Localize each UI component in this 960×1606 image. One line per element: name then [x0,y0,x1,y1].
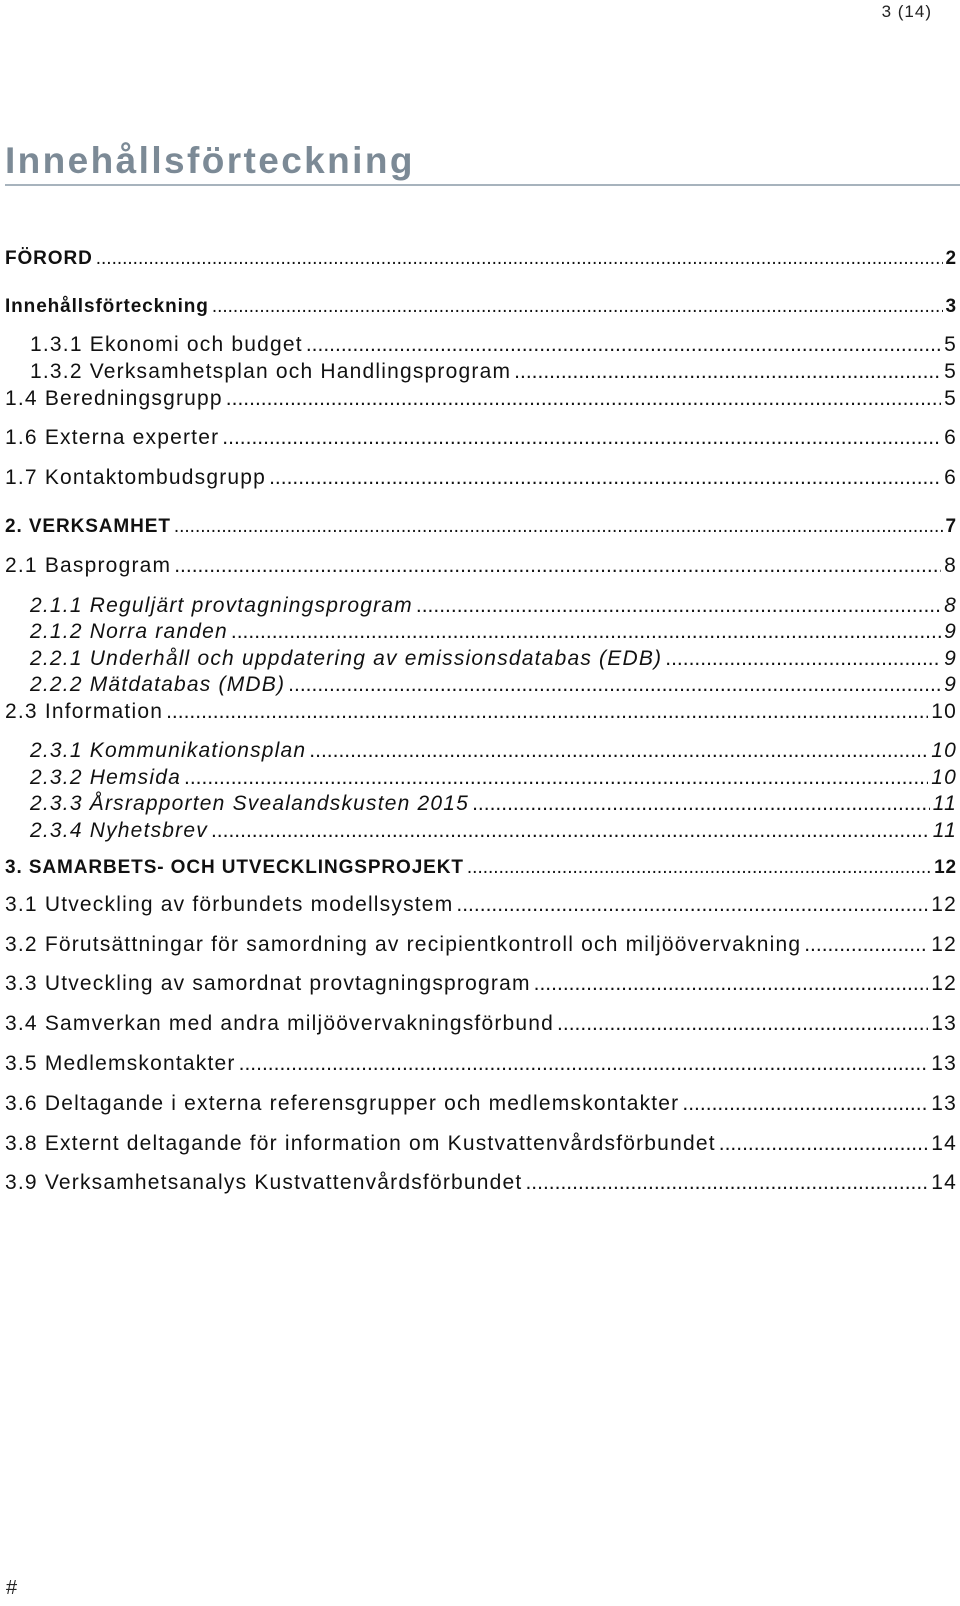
toc-leader-dots [184,766,928,790]
toc-entry-label: 2.3.1 Kommunikationsplan [30,739,307,762]
toc-leader-dots [288,673,941,697]
toc-entry-2-3[interactable] [5,700,957,726]
toc-entry-2-1[interactable] [5,554,957,580]
toc-entry-label: 1.3.1 Ekonomi och budget [30,333,303,356]
toc-entry-page: 5 [944,333,957,356]
toc-entry-label: 2.1.1 Reguljärt provtagningsprogram [30,594,413,617]
toc-entry-2-2-1[interactable] [30,647,957,673]
toc-leader-dots [211,819,930,843]
toc-entry-3-9[interactable] [5,1171,957,1197]
toc-entry-2-3-4[interactable] [30,819,957,845]
toc-entry-label: Innehållsförteckning [5,296,209,317]
toc-entry-label: 3.9 Verksamhetsanalys Kustvattenvårdsförbundet [5,1171,523,1194]
toc-entry-page: 9 [944,647,957,670]
toc-leader-dots [416,594,941,618]
toc-entry-page: 14 [931,1132,957,1155]
toc-entry-label: 1.4 Beredningsgrupp [5,387,223,410]
toc-entry-2-3-3[interactable] [30,792,957,818]
toc-entry-page: 10 [931,766,957,789]
toc-entry-page: 10 [931,700,957,723]
toc-entry-label: 3.1 Utveckling av förbundets modellsystem [5,893,454,916]
toc-leader-dots [456,893,928,917]
toc-entry-page: 6 [944,466,957,489]
toc-entry-3-8[interactable] [5,1132,957,1158]
toc-entry-page: 14 [931,1171,957,1194]
toc-entry-1-7[interactable] [5,466,957,492]
toc-title: Innehållsförteckning [5,140,960,186]
toc-entry-2-1-2[interactable] [30,620,957,646]
toc-entry-1-3-1[interactable] [30,333,957,359]
toc-entry-label: 3.5 Medlemskontakter [5,1052,236,1075]
toc-entry-label: 3.4 Samverkan med andra miljöövervakningsförbund [5,1012,555,1035]
toc-leader-dots [212,296,943,318]
toc-entry-label: 3.3 Utveckling av samordnat provtagningsprogram [5,972,531,995]
toc-entry-page: 6 [944,426,957,449]
toc-leader-dots [514,360,941,384]
toc-entry-label: 1.6 Externa experter [5,426,220,449]
toc-entry-label: 2.1 Basprogram [5,554,172,577]
toc-leader-dots [96,248,943,270]
toc-entry-label: 3.8 Externt deltagande för information om Kustvattenvårdsförbundet [5,1132,716,1155]
toc-entry-page: 2 [945,248,957,269]
toc-leader-dots [174,516,943,538]
toc-entry-page: 5 [944,360,957,383]
toc-leader-dots [269,466,941,490]
toc-leader-dots [534,972,929,996]
toc-entry-page: 10 [931,739,957,762]
toc-leader-dots [525,1171,928,1195]
toc-leader-dots [239,1052,929,1076]
toc-entry-label: 2.1.2 Norra randen [30,620,228,643]
toc-entry-3-4[interactable] [5,1012,957,1038]
toc-entry-page: 9 [944,673,957,696]
toc-entry-label: 2.3.2 Hemsida [30,766,182,789]
toc-leader-dots [174,554,941,578]
toc-entry-3-6[interactable] [5,1092,957,1118]
toc-leader-dots [226,387,941,411]
toc-entry-3-5[interactable] [5,1052,957,1078]
toc-leader-dots [467,857,931,879]
toc-entry-1-6[interactable] [5,426,957,452]
toc-entry-page: 12 [931,972,957,995]
toc-entry-3-1[interactable] [5,893,957,919]
toc-entry-label: 2.3 Information [5,700,164,723]
toc-entry-2-3-1[interactable] [30,739,957,765]
toc-entry-label: 3. SAMARBETS- OCH UTVECKLINGSPROJEKT [5,857,464,878]
toc-entry-2-1-1[interactable] [30,594,957,620]
toc-entry-3-2[interactable] [5,933,957,959]
toc-leader-dots [309,739,928,763]
toc-leader-dots [804,933,928,957]
toc-leader-dots [231,620,941,644]
toc-entry-page: 13 [931,1092,957,1115]
toc-entry-1-4[interactable] [5,387,957,413]
toc-leader-dots [557,1012,928,1036]
toc-entry-label: 2.3.4 Nyhetsbrev [30,819,208,842]
toc-entry-page: 11 [932,819,957,842]
toc-entry-page: 8 [944,554,957,577]
toc-entry-innehallsforteckning[interactable] [5,296,957,322]
toc-entry-label: 3.2 Förutsättningar för samordning av recipientkontroll och miljöövervakning [5,933,802,956]
toc-entry-page: 9 [944,620,957,643]
toc-entry-page: 8 [944,594,957,617]
toc-entry-3[interactable] [5,857,957,883]
toc-leader-dots [306,333,941,357]
toc-entry-2-3-2[interactable] [30,766,957,792]
toc-leader-dots [682,1092,928,1116]
toc-entry-2-2-2[interactable] [30,673,957,699]
toc-leader-dots [166,700,928,724]
toc-entry-label: FÖRORD [5,248,93,269]
toc-entry-label: 2.2.2 Mätdatabas (MDB) [30,673,286,696]
toc-entry-label: 1.3.2 Verksamhetsplan och Handlingsprogram [30,360,512,383]
toc-leader-dots [719,1132,928,1156]
toc-entry-page: 12 [931,933,957,956]
toc-entry-forord[interactable] [5,248,957,274]
toc-leader-dots [222,426,941,450]
toc-entry-page: 3 [945,296,957,317]
toc-entry-2[interactable] [5,516,957,542]
toc-entry-label: 2. VERKSAMHET [5,516,171,537]
toc-leader-dots [665,647,941,671]
toc-entry-label: 2.3.3 Årsrapporten Svealandskusten 2015 [30,792,470,815]
toc-entry-label: 3.6 Deltagande i externa referensgrupper och medlemskontakter [5,1092,680,1115]
toc-entry-label: 2.2.1 Underhåll och uppdatering av emissionsdatabas (EDB) [30,647,663,670]
toc-entry-page: 12 [934,857,957,878]
toc-entry-page: 13 [931,1012,957,1035]
page-number: 3 (14) [881,2,932,21]
toc-entry-page: 5 [944,387,957,410]
toc-entry-1-3-2[interactable] [30,360,957,386]
toc-entry-page: 12 [931,893,957,916]
toc-entry-page: 7 [945,516,957,537]
toc-entry-3-3[interactable] [5,972,957,998]
footer-mark: # [6,1577,18,1599]
toc-leader-dots [472,792,930,816]
toc-entry-page: 13 [931,1052,957,1075]
toc-entry-label: 1.7 Kontaktombudsgrupp [5,466,267,489]
toc-entry-page: 11 [932,792,957,815]
